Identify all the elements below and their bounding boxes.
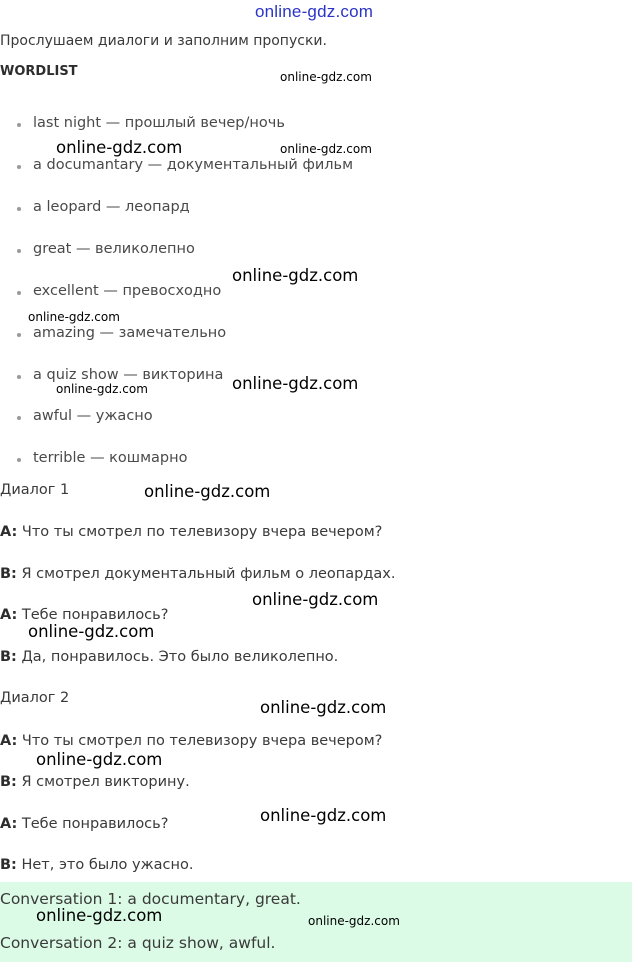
line-text: Нет, это было ужасно.	[16, 857, 194, 873]
dialog-line	[0, 774, 190, 790]
line-text: Я смотрел документальный фильм о леопардах.	[16, 566, 396, 582]
dialog-line	[0, 733, 382, 749]
dialog-line	[0, 816, 168, 832]
watermark: online-gdz.com	[252, 590, 379, 609]
watermark: online-gdz.com	[232, 374, 359, 393]
watermark: online-gdz.com	[36, 906, 163, 925]
dialog-line	[0, 524, 382, 540]
speaker-label: B:	[0, 566, 17, 582]
watermark: online-gdz.com	[144, 482, 271, 501]
bullet-icon	[17, 333, 21, 337]
watermark: online-gdz.com	[232, 266, 359, 285]
site-link[interactable]: online-gdz.com	[255, 2, 374, 21]
bullet-icon	[17, 123, 21, 127]
watermark: online-gdz.com	[56, 138, 183, 157]
line-text: Я смотрел викторину.	[16, 774, 190, 790]
dialog-line	[0, 857, 193, 873]
bullet-icon	[17, 249, 21, 253]
bullet-icon	[17, 458, 21, 462]
watermark: online-gdz.com	[308, 914, 400, 928]
watermark: online-gdz.com	[36, 750, 163, 769]
speaker-label: A:	[0, 607, 18, 623]
dialog-line	[0, 607, 168, 623]
task-intro: Прослушаем диалоги и заполним пропуски.	[0, 33, 327, 49]
answer-line-2: Conversation 2: a quiz show, awful.	[0, 934, 276, 952]
dialog-2-title: Диалог 2	[0, 690, 70, 706]
wordlist-heading: WORDLIST	[0, 64, 78, 79]
dialog-line	[0, 566, 395, 582]
line-text: Да, понравилось. Это было великолепно.	[16, 649, 339, 665]
line-text: Тебе понравилось?	[17, 607, 169, 623]
speaker-label: A:	[0, 733, 18, 749]
answer-line-1: Conversation 1: a documentary, great.	[0, 890, 301, 908]
watermark: online-gdz.com	[260, 698, 387, 717]
bullet-icon	[17, 207, 21, 211]
watermark: online-gdz.com	[28, 622, 155, 641]
bullet-icon	[17, 291, 21, 295]
watermark: online-gdz.com	[56, 382, 148, 396]
dialog-1-title: Диалог 1	[0, 482, 70, 498]
watermark: online-gdz.com	[280, 142, 372, 156]
line-text: Что ты смотрел по телевизору вчера вечером?	[17, 524, 383, 540]
speaker-label: A:	[0, 524, 18, 540]
dialog-line	[0, 649, 338, 665]
speaker-label: B:	[0, 649, 17, 665]
bullet-icon	[17, 165, 21, 169]
speaker-label: A:	[0, 816, 18, 832]
line-text: Тебе понравилось?	[17, 816, 169, 832]
bullet-icon	[17, 416, 21, 420]
watermark: online-gdz.com	[260, 806, 387, 825]
speaker-label: B:	[0, 774, 17, 790]
line-text: Что ты смотрел по телевизору вчера вечером?	[17, 733, 383, 749]
speaker-label: B:	[0, 857, 17, 873]
watermark: online-gdz.com	[280, 70, 372, 84]
watermark: online-gdz.com	[28, 310, 120, 324]
bullet-icon	[17, 375, 21, 379]
site-header	[0, 0, 632, 24]
